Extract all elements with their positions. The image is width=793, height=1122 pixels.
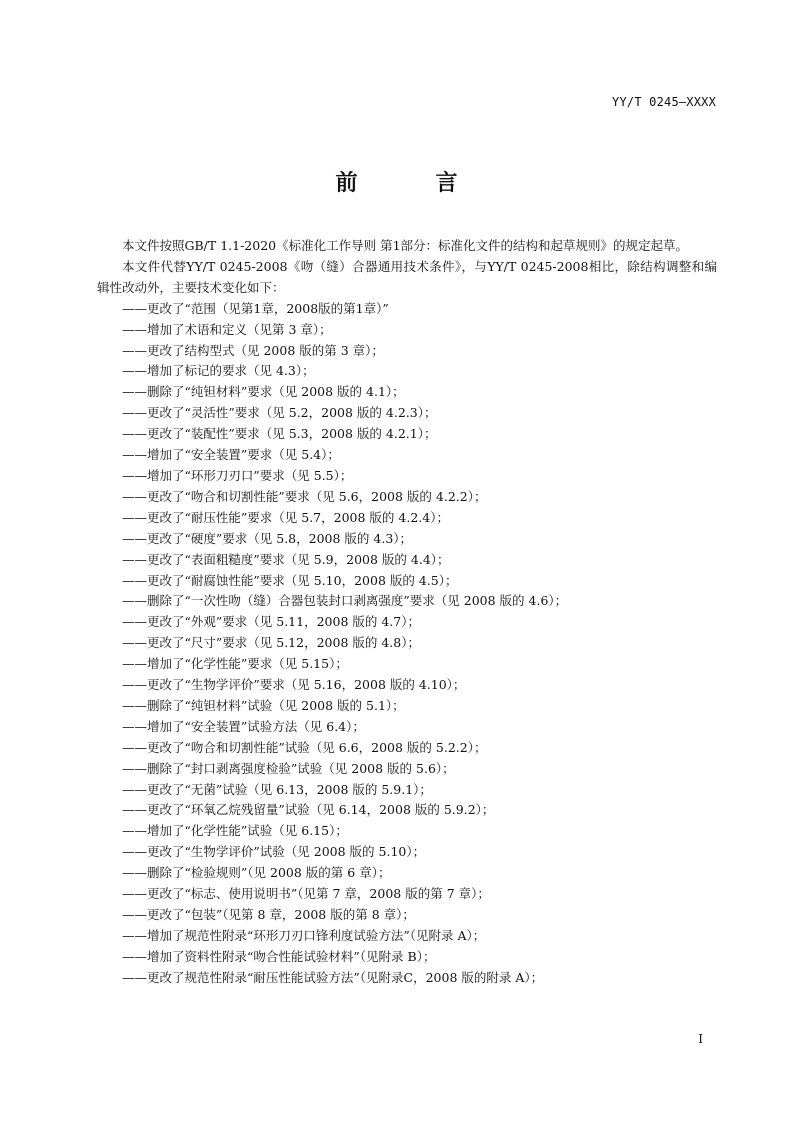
list-item: ——删除了“封口剥离强度检验”试验（见 2008 版的 5.6）； [122, 760, 455, 776]
list-item: ——更改了“尺寸”要求（见 5.12，2008 版的 4.8）； [122, 635, 420, 651]
list-item: ——更改了“耐压性能”要求（见 5.7，2008 版的 4.2.4）； [122, 509, 449, 525]
page-title: 前 言 [335, 170, 486, 196]
list-item: ——删除了“一次性吻（缝）合器包装封口剥离强度”要求（见 2008 版的 4.6）； [122, 593, 568, 609]
list-item: ——更改了“标志、使用说明书”（见第 7 章，2008 版的第 7 章）； [122, 886, 490, 902]
list-item: ——增加了“化学性能”要求（见 5.15）； [122, 656, 348, 672]
list-item: ——更改了“耐腐蚀性能”要求（见 5.10，2008 版的 4.5）； [122, 572, 458, 588]
list-item: ——更改了“生物学评价”试验（见 2008 版的 5.10）； [122, 844, 426, 860]
list-item: ——更改了“灵活性”要求（见 5.2，2008 版的 4.2.3）； [122, 405, 437, 421]
list-item: ——更改了“吻合和切割性能”要求（见 5.6，2008 版的 4.2.2）； [122, 488, 487, 504]
list-item: ——增加了资料性附录“吻合性能试验材料”（见附录 B）； [122, 948, 436, 964]
list-item: ——更改了“无菌”试验（见 6.13，2008 版的 5.9.1）； [122, 781, 432, 797]
list-item: ——增加了标记的要求（见 4.3）； [122, 363, 315, 379]
list-item: ——更改了“外观”要求（见 5.11，2008 版的 4.7）； [122, 614, 420, 630]
list-item: ——更改了“包装”（见第 8 章，2008 版的第 8 章）； [122, 907, 415, 922]
list-item: ——更改了“表面粗糙度”要求（见 5.9，2008 版的 4.4）； [122, 551, 450, 567]
page-number: I [698, 1032, 703, 1046]
list-item: ——更改了“硬度”要求（见 5.8，2008 版的 4.3）； [122, 530, 413, 546]
technical-changes-list [97, 299, 717, 989]
list-item: ——删除了“检验规则”（见 2008 版的第 6 章）； [122, 865, 391, 881]
list-item: ——增加了“安全装置”要求（见 5.4）； [122, 447, 340, 463]
list-item: ——删除了“纯钽材料”试验（见 2008 版的 5.1）； [122, 697, 405, 713]
list-item: ——更改了规范性附录“耐压性能试验方法”（见附录C，2008 版的附录 A）； [122, 969, 544, 985]
foreword-body [97, 236, 717, 989]
list-item: ——更改了“吻合和切割性能”试验（见 6.6，2008 版的 5.2.2）； [122, 739, 487, 755]
list-item: ——增加了规范性附录“环形刀刃口锋利度试验方法”（见附录 A）； [122, 927, 486, 943]
list-item: ——更改了“装配性”要求（见 5.3，2008 版的 4.2.1）； [122, 426, 437, 442]
list-item: ——增加了“环形刀刃口”要求（见 5.5）； [122, 467, 353, 483]
list-item: ——增加了“化学性能”试验（见 6.15）； [122, 823, 348, 839]
list-item: ——更改了“生物学评价”要求（见 5.16，2008 版的 4.10）； [122, 677, 466, 693]
paragraph-drafting-rules: 本文件按照GB/T 1.1-2020《标准化工作导则 第1部分：标准化文件的结构和起草规则》的规定起草。 [122, 238, 689, 253]
list-item: ——更改了“范围（见第1章，2008版的第1章）” [122, 300, 389, 316]
list-item: ——更改了“环氧乙烷残留量”试验（见 6.14，2008 版的 5.9.2）； [122, 802, 495, 818]
list-item: ——增加了术语和定义（见第 3 章）； [122, 321, 332, 337]
document-code: YY/T 0245—XXXX [612, 95, 716, 109]
list-item: ——增加了“安全装置”试验方法（见 6.4）； [122, 718, 365, 734]
list-item: ——删除了“纯钽材料”要求（见 2008 版的 4.1）； [122, 384, 405, 400]
list-item: ——更改了结构型式（见 2008 版的第 3 章）； [122, 342, 384, 358]
paragraph-replacement: 本文件代替YY/T 0245-2008《吻（缝）合器通用技术条件》，与YY/T 0245-2008相比，除结构调整和编辑性改动外，主要技术变化如下： [97, 258, 717, 295]
